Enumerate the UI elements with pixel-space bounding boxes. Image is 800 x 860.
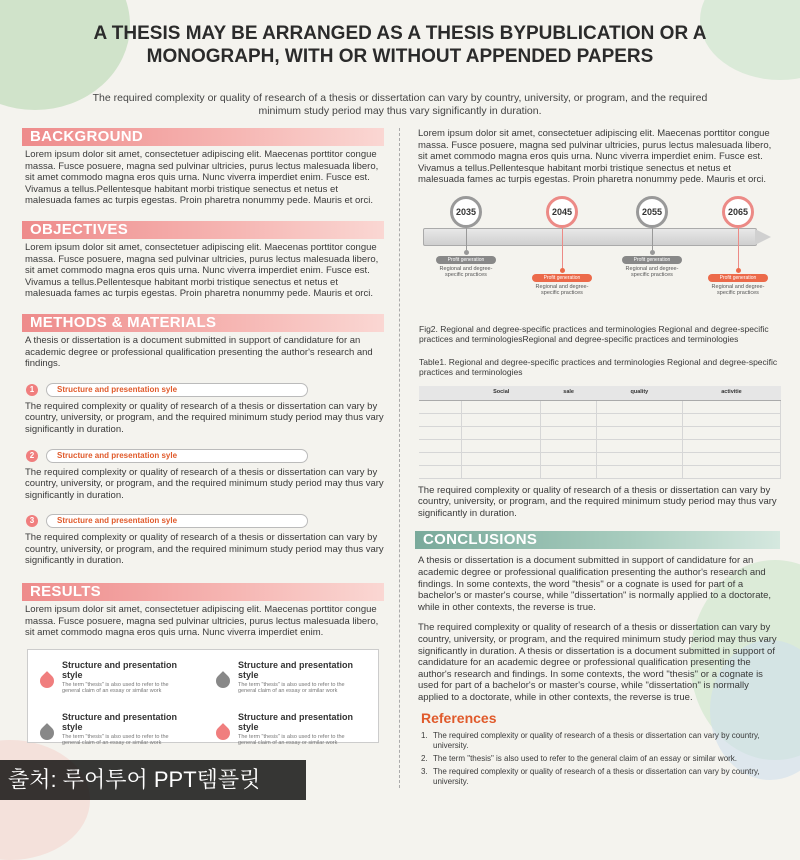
table-cell — [462, 426, 541, 439]
table-cell — [541, 439, 596, 452]
timeline — [415, 194, 775, 314]
conclusions-p1: A thesis or dissertation is a document submitted in support of candidature for an academic degree or professional qualification presenting the author's research and findings. In some contexts, the word "thesis" or a cognate is used for part of a bachelor's or master's course, while "dissertation" is normally applied to a doctorate, while in other contexts, the reverse is true. — [418, 555, 772, 613]
methods-intro: A thesis or dissertation is a document submitted in support of candidature for an academic degree or professional qualification presenting the author's research and findings. — [25, 334, 373, 370]
decor-blob — [0, 740, 90, 860]
step-body: The required complexity or quality of research of a thesis or dissertation can vary by country, university, or program, and the required minimum study period may thus vary significantly in duration. — [25, 532, 384, 567]
table-cell — [462, 465, 541, 478]
table-cell — [596, 413, 682, 426]
table-cell — [541, 465, 596, 478]
poster-title: A THESIS MAY BE ARRANGED AS A THESIS BYPUBLICATION OR A MONOGRAPH, WITH OR WITHOUT APPENDED PAPERS — [93, 23, 707, 67]
table-cell — [419, 400, 462, 413]
table-cell — [419, 413, 462, 426]
table-cell — [682, 426, 780, 439]
section-heading-conclusions: CONCLUSIONS — [415, 531, 780, 549]
milestone-desc: Regional and degree-specific practices — [535, 283, 589, 297]
table-header: activitie — [682, 386, 780, 400]
table-cell — [541, 400, 596, 413]
reference-item: 3. The required complexity or quality of research of a thesis or dissertation can vary by country, university. — [421, 767, 760, 787]
table-header: quality — [596, 386, 682, 400]
conclusions-p2: The required complexity or quality of research of a thesis or dissertation can vary by country, university, or program, and the required minimum study period may thus vary significantly in duration. A thesis or dissertation is a document submitted in support of candidature for an academic degree or professional qualification presenting the author's research and findings. In some contexts, the word "thesis" or a cognate is used for part of a bachelor's or master's course, while "dissertation" is normally applied to a doctorate, while in other contexts, the reverse is true. — [418, 622, 777, 703]
table-cell — [419, 465, 462, 478]
source-credit: 출처: 루어투어 PPT템플릿 — [0, 760, 306, 800]
step-body: The required complexity or quality of research of a thesis or dissertation can vary by country, university, or program, and the required minimum study period may thus vary significantly in duration. — [25, 400, 384, 435]
right-column — [415, 128, 780, 790]
right-intro: Lorem ipsum dolor sit amet, consectetuer adipiscing elit. Maecenas porttitor congue massa. Fusce posuere, magna sed pulvinar ultricies, purus lectus malesuada libero, sit amet commodo magna eros quis urna. Nunc viverra imperdiet enim. Fusce est. Vivamus a tellus.Pellentesque habitant morbi tristique senectus et netus et malesuada fames ac turpis egestas. Proin pharetra nonummy pede. Mauris et orci. — [418, 128, 772, 186]
step-number: 1 — [26, 384, 38, 396]
result-cell-desc: The term "thesis" is also used to refer to the general claim of an essay or similar work — [62, 733, 169, 747]
step-number: 2 — [26, 450, 38, 462]
result-cell-title: Structure and presentation style — [62, 711, 178, 732]
milestone-year: 2065 — [722, 196, 754, 228]
pink-drop-icon — [37, 671, 57, 691]
left-column — [22, 128, 384, 747]
table-cell — [596, 452, 682, 465]
table-row — [419, 413, 781, 426]
results-grid — [27, 649, 379, 747]
method-step — [26, 384, 384, 396]
result-cell-title: Structure and presentation style — [238, 711, 354, 732]
table-cell — [462, 413, 541, 426]
table-cell — [596, 426, 682, 439]
timeline-milestone — [431, 196, 501, 279]
milestone-desc: Regional and degree-specific practices — [711, 283, 765, 297]
table-cell — [596, 400, 682, 413]
table-row — [419, 452, 781, 465]
after-table-text: The required complexity or quality of research of a thesis or dissertation can vary by country, university, or program, and the required minimum study period may thus vary significantly in duration. — [418, 484, 777, 519]
table-cell — [419, 452, 462, 465]
result-cell — [208, 660, 368, 704]
result-cell-desc: The term "thesis" is also used to refer to the general claim of an essay or similar work — [238, 733, 345, 747]
timeline-milestone — [703, 196, 773, 297]
result-cell-desc: The term "thesis" is also used to refer to the general claim of an essay or similar work — [238, 681, 345, 695]
table-cell — [462, 400, 541, 413]
results-body: Lorem ipsum dolor sit amet, consectetuer adipiscing elit. Maecenas porttitor congue massa. Fusce posuere, magna sed pulvinar ultricies, purus lectus malesuada libero, sit amet commodo magna eros quis urna. Nunc viverra imperdiet enim. — [25, 604, 379, 639]
result-cell-desc: The term "thesis" is also used to refer to the general claim of an essay or similar work — [62, 681, 169, 695]
figure-caption: Fig2. Regional and degree-specific practices and terminologies Regional and degree-specific practices and terminologiesRegional and degree-specific practices and terminologies — [419, 323, 769, 345]
table-cell — [541, 426, 596, 439]
table-row — [419, 426, 781, 439]
table-cell — [541, 452, 596, 465]
milestone-year: 2045 — [546, 196, 578, 228]
table-cell — [682, 465, 780, 478]
data-table — [419, 386, 781, 479]
timeline-milestone — [617, 196, 687, 279]
milestone-year: 2055 — [636, 196, 668, 228]
background-body: Lorem ipsum dolor sit amet, consectetuer adipiscing elit. Maecenas porttitor congue massa. Fusce posuere, magna sed pulvinar ultricies, purus lectus malesuada libero, sit amet commodo magna eros quis urna. Nunc viverra imperdiet enim. Fusce est. Vivamus a tellus.Pellentesque habitant morbi tristique senectus et netus et malesuada fames ac turpis egestas. Proin pharetra nonummy pede. Mauris et orci. — [25, 149, 379, 207]
step-label-pill — [46, 514, 308, 528]
poster-subtitle: The required complexity or quality of research of a thesis or dissertation can vary by country, university, or program, and the required minimum study period may thus vary significantly in duration. — [92, 92, 708, 117]
milestone-tag: Profit generation — [436, 256, 496, 264]
table-header — [419, 386, 462, 400]
table-cell — [541, 413, 596, 426]
step-label: Structure and presentation syle — [57, 516, 178, 526]
table-cell — [419, 426, 462, 439]
section-heading-methods: METHODS & MATERIALS — [22, 314, 384, 332]
table-cell — [682, 439, 780, 452]
gray-drop-icon — [37, 723, 57, 743]
section-heading-results: RESULTS — [22, 583, 384, 601]
milestone-year: 2035 — [450, 196, 482, 228]
step-body: The required complexity or quality of research of a thesis or dissertation can vary by country, university, or program, and the required minimum study period may thus vary significantly in duration. — [25, 466, 384, 501]
step-label: Structure and presentation syle — [57, 450, 178, 460]
table-row — [419, 465, 781, 478]
references-heading: References — [421, 710, 497, 727]
section-heading-objectives: OBJECTIVES — [22, 221, 384, 239]
table-cell — [682, 400, 780, 413]
references-list — [421, 731, 780, 787]
gray-drop-icon — [213, 671, 233, 691]
milestone-tag: Profit generation — [708, 274, 768, 282]
result-cell — [208, 712, 368, 756]
table-cell — [419, 439, 462, 452]
section-heading-background: BACKGROUND — [22, 128, 384, 146]
objectives-body: Lorem ipsum dolor sit amet, consectetuer adipiscing elit. Maecenas porttitor congue massa. Fusce posuere, magna sed pulvinar ultricies, purus lectus malesuada libero, sit amet commodo magna eros quis urna. Nunc viverra imperdiet enim. Fusce est. Vivamus a tellus.Pellentesque habitant morbi tristique senectus et netus et malesuada fames ac turpis egestas. Proin pharetra nonummy pede. Mauris et orci. — [25, 241, 379, 300]
table-caption: Table1. Regional and degree-specific practices and terminologies Regional and degree-specific practices and terminologies — [419, 356, 778, 378]
table-cell — [462, 439, 541, 452]
table-cell — [596, 439, 682, 452]
milestone-desc: Regional and degree-specific practices — [439, 265, 493, 279]
result-cell — [32, 660, 192, 704]
method-step — [26, 450, 384, 462]
milestone-desc: Regional and degree-specific practices — [625, 265, 679, 279]
reference-item: 2. The term "thesis" is also used to refer to the general claim of an essay or similar work. — [421, 754, 738, 764]
method-step — [26, 515, 384, 527]
reference-item: 1. The required complexity or quality of research of a thesis or dissertation can vary by country, university. — [421, 731, 760, 751]
step-label-pill — [46, 383, 308, 397]
table-header: Social — [462, 386, 541, 400]
step-label-pill — [46, 449, 308, 463]
table-cell — [682, 452, 780, 465]
timeline-milestone — [527, 196, 597, 297]
table-cell — [596, 465, 682, 478]
column-divider — [399, 128, 400, 788]
table-header: sale — [541, 386, 596, 400]
result-cell-title: Structure and presentation style — [62, 659, 178, 680]
step-label: Structure and presentation syle — [57, 384, 178, 394]
pink-drop-icon — [213, 723, 233, 743]
milestone-tag: Profit generation — [622, 256, 682, 264]
table-cell — [462, 452, 541, 465]
milestone-tag: Profit generation — [532, 274, 592, 282]
result-cell — [32, 712, 192, 756]
step-number: 3 — [26, 515, 38, 527]
result-cell-title: Structure and presentation style — [238, 659, 354, 680]
table-cell — [682, 413, 780, 426]
table-row — [419, 439, 781, 452]
table-row — [419, 400, 781, 413]
